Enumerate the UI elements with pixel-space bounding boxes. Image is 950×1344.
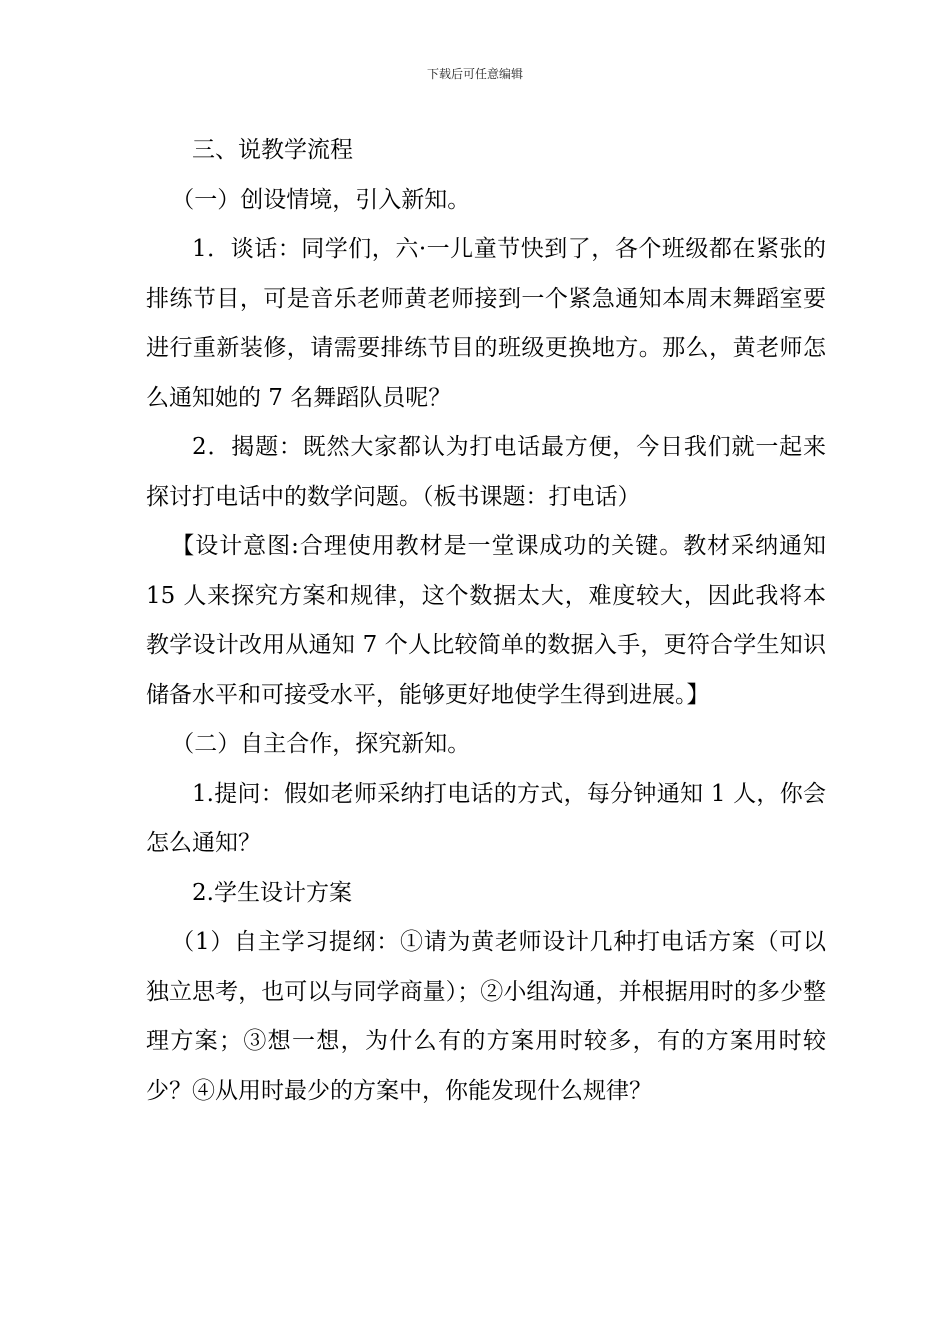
paragraph: 2.学生设计方案 — [192, 879, 352, 906]
document-body — [146, 126, 826, 1116]
subsection-heading: （二）自主合作，探究新知。 — [171, 731, 471, 757]
section-heading: 三、说教学流程 — [192, 137, 353, 163]
paragraph: 2．揭题：既然大家都认为打电话最方便，今日我们就一起来探讨打电话中的数学问题。（板书课题：打电话） — [146, 434, 826, 510]
paragraph: （1）自主学习提纲：①请为黄老师设计几种打电话方案（可以独立思考，也可以与同学商量）；②小组沟通，并根据用时的多少整理方案；③想一想，为什么有的方案用时较多，有的方案用时较少？④从用时最少的方案中，你能发现什么规律？ — [146, 929, 826, 1104]
subsection-heading: （一）创设情境，引入新知。 — [171, 186, 471, 213]
paragraph: 1.提问：假如老师采纳打电话的方式，每分钟通知 1 人，你会怎么通知？ — [146, 780, 826, 856]
paragraph: 1．谈话：同学们，六·一儿童节快到了，各个班级都在紧张的排练节目，可是音乐老师黄老师接到一个紧急通知本周末舞蹈室要进行重新装修，请需要排练节目的班级更换地方。那么，黄老师怎么通知她的 7 名舞蹈队员呢？ — [146, 236, 826, 411]
design-intent-paragraph: 【设计意图:合理使用教材是一堂课成功的关键。教材采纳通知 15 人来探究方案和规律，这个数据太大，难度较大，因此我将本教学设计改用从通知 7 个人比较简单的数据入手，更符合学生知识储备水平和可接受水平，能够更好地使学生得到进展。】 — [146, 533, 826, 708]
page-header: 下载后可任意编辑 — [426, 67, 523, 81]
